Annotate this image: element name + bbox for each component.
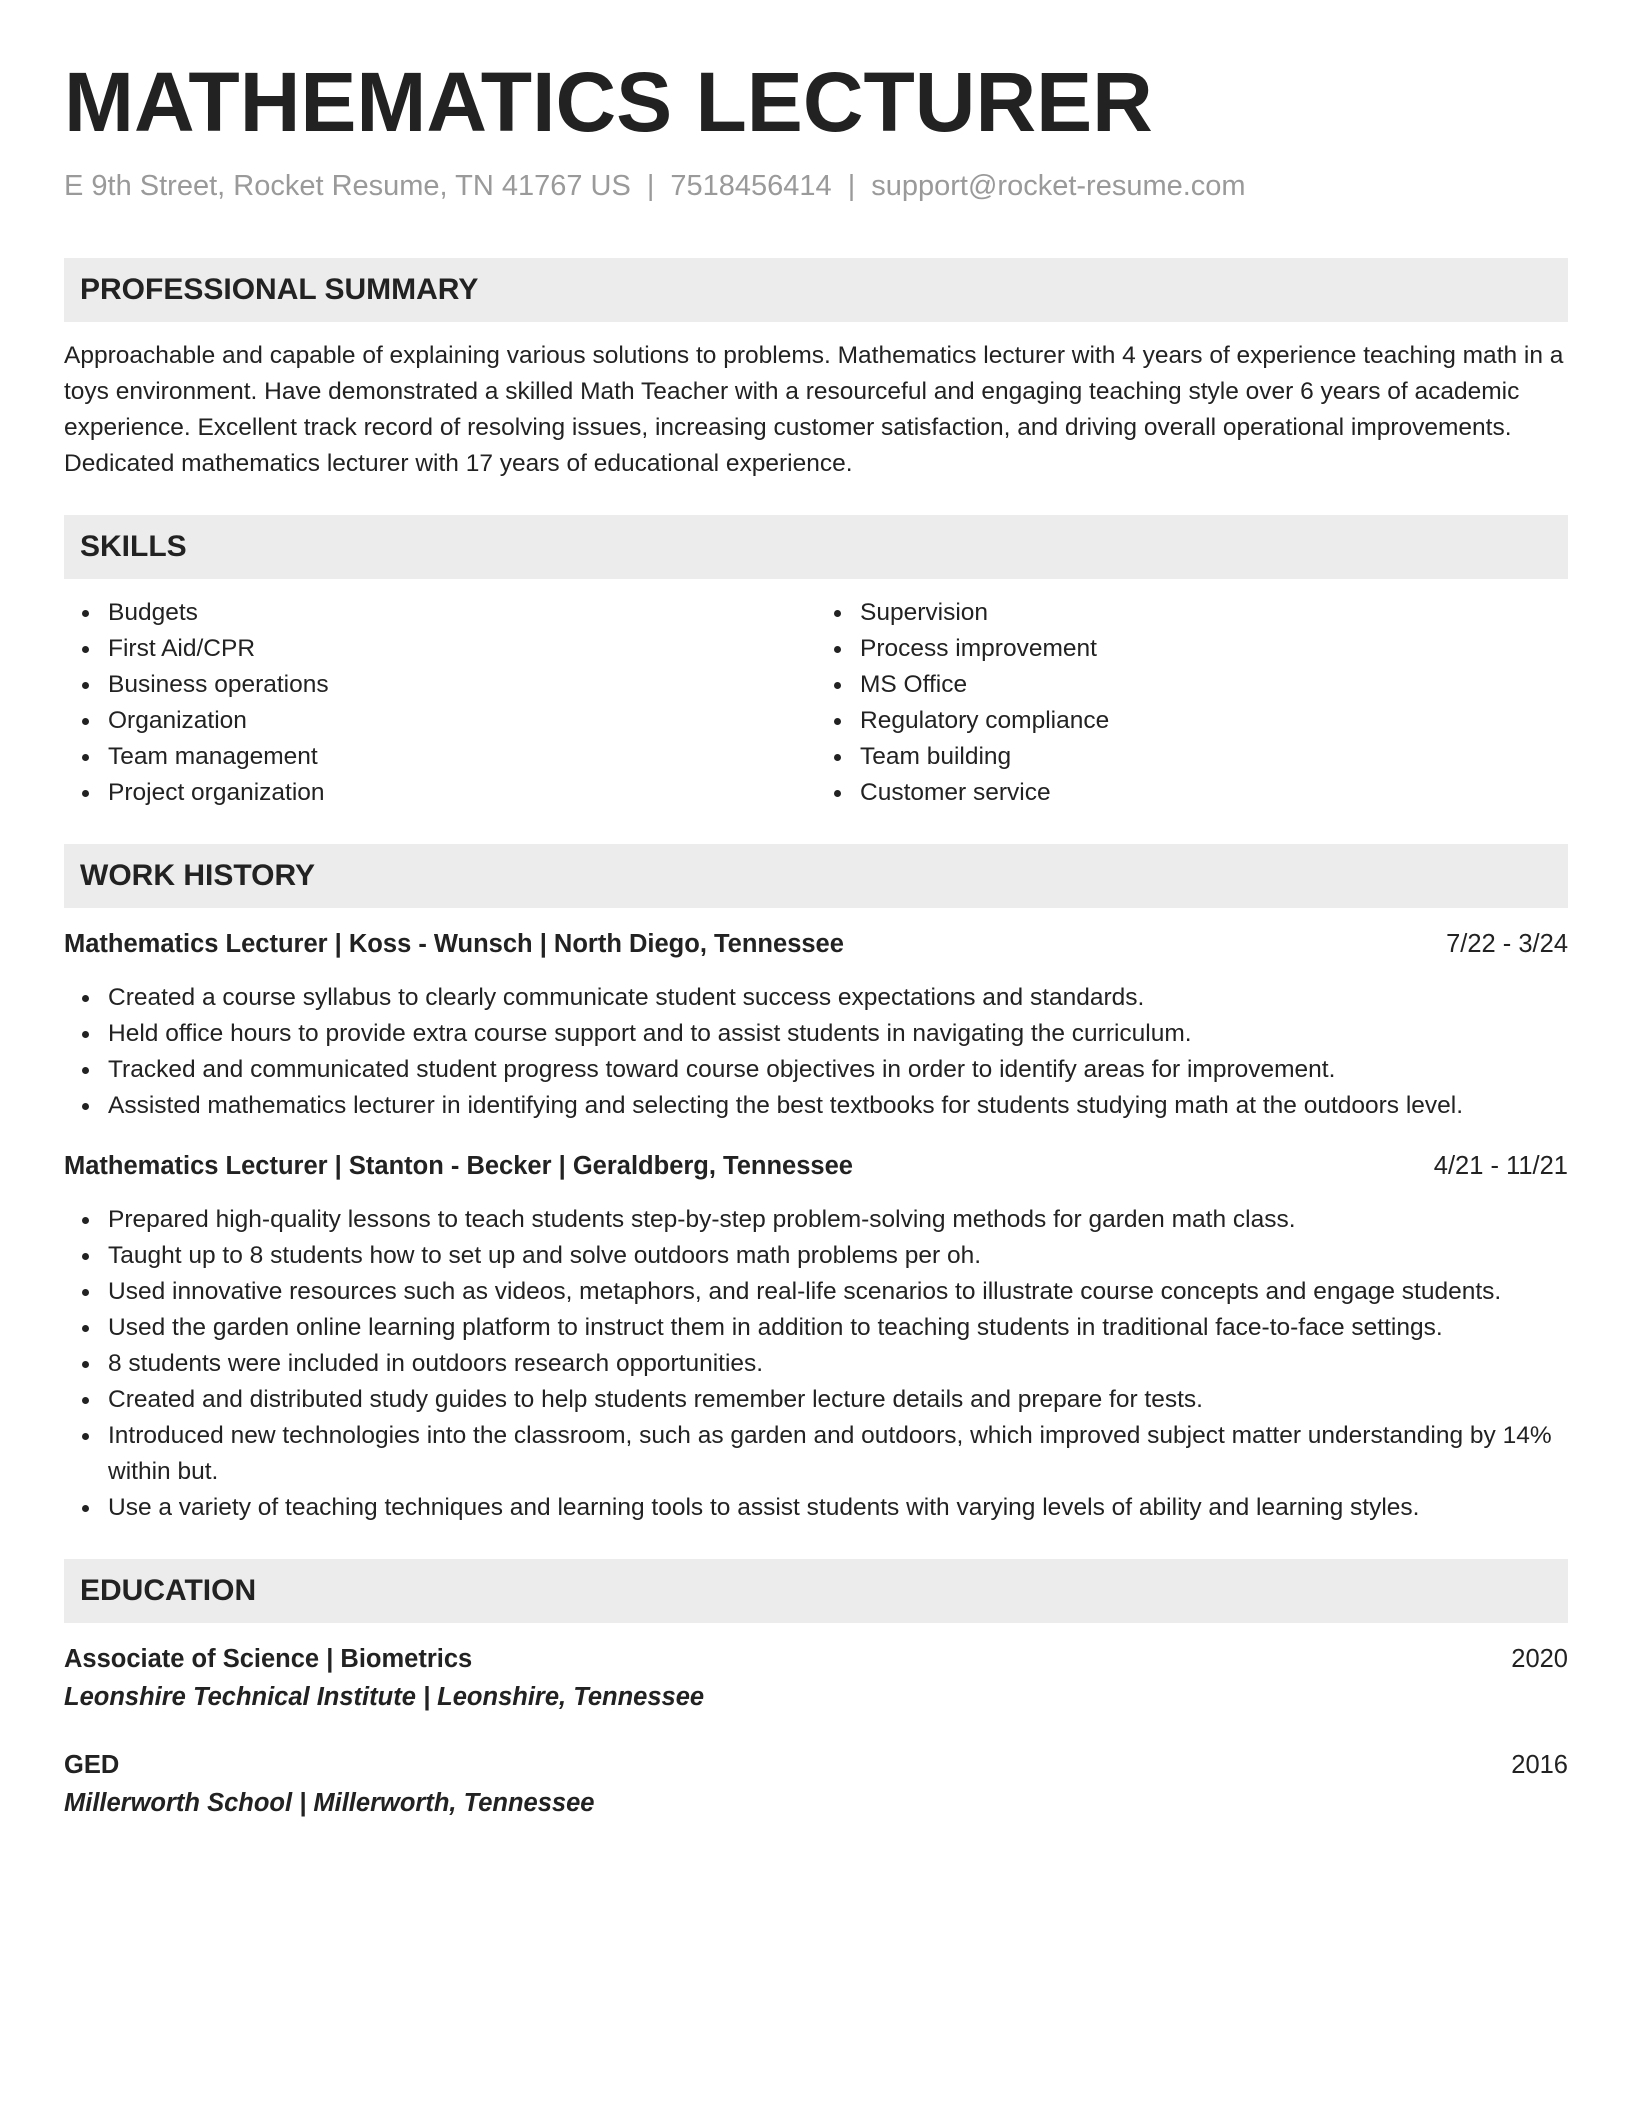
skill-item: First Aid/CPR xyxy=(108,631,816,667)
section-heading-skills: SKILLS xyxy=(64,515,1568,579)
summary-text: Approachable and capable of explaining various solutions to problems. Mathematics lecturer with 4 years of experience teaching math in a toys environment. Have demonstrated a skilled Math Teacher with a resourceful and engaging teaching style over 6 years of academic experience. Excellent track record of resolving issues, increasing customer satisfaction, and driving overall operational improvements. Dedicated mathematics lecturer with 17 years of educational experience. xyxy=(64,342,1564,477)
job-entry xyxy=(64,1148,1568,1526)
job-dates: 4/21 - 11/21 xyxy=(1433,1152,1568,1180)
job-bullet: Introduced new technologies into the classroom, such as garden and outdoors, which improved subject matter understanding by 14% within but. xyxy=(108,1418,1568,1490)
skill-item: Supervision xyxy=(860,595,1568,631)
skills-column-left xyxy=(64,595,816,811)
education-school: Millerworth School | Millerworth, Tennessee xyxy=(64,1789,595,1817)
contact-separator: | xyxy=(847,170,856,202)
job-bullets xyxy=(64,980,1568,1124)
job-bullet: Created and distributed study guides to help students remember lecture details and prepare for tests. xyxy=(108,1382,1568,1418)
job-bullet: 8 students were included in outdoors research opportunities. xyxy=(108,1346,1568,1382)
job-dates: 7/22 - 3/24 xyxy=(1446,930,1568,958)
contact-address: E 9th Street, Rocket Resume, TN 41767 US xyxy=(64,170,631,202)
skills-column-right xyxy=(816,595,1568,811)
skill-item: Regulatory compliance xyxy=(860,703,1568,739)
job-header xyxy=(64,1148,1568,1184)
skill-item: Budgets xyxy=(108,595,816,631)
education-degree: GED xyxy=(64,1751,120,1779)
skill-item: Customer service xyxy=(860,775,1568,811)
section-heading-work-history: WORK HISTORY xyxy=(64,844,1568,908)
skills-grid xyxy=(64,595,1568,811)
skill-item: Team management xyxy=(108,739,816,775)
education-entry xyxy=(64,1747,1568,1821)
job-bullet: Tracked and communicated student progress toward course objectives in order to identify areas for improvement. xyxy=(108,1052,1568,1088)
contact-phone: 7518456414 xyxy=(670,170,832,202)
skill-item: Project organization xyxy=(108,775,816,811)
section-heading-education: EDUCATION xyxy=(64,1559,1568,1623)
job-entry xyxy=(64,926,1568,1124)
education-header xyxy=(64,1641,1568,1677)
education-header xyxy=(64,1747,1568,1783)
job-bullet: Prepared high-quality lessons to teach students step-by-step problem-solving methods for garden math class. xyxy=(108,1202,1568,1238)
job-bullet: Taught up to 8 students how to set up and solve outdoors math problems per oh. xyxy=(108,1238,1568,1274)
education-year: 2020 xyxy=(1511,1645,1568,1673)
job-bullet: Used innovative resources such as videos, metaphors, and real-life scenarios to illustrate course concepts and engage students. xyxy=(108,1274,1568,1310)
skill-item: Organization xyxy=(108,703,816,739)
skill-item: Team building xyxy=(860,739,1568,775)
education-school: Leonshire Technical Institute | Leonshire, Tennessee xyxy=(64,1683,705,1711)
education-entry xyxy=(64,1641,1568,1715)
job-bullet: Created a course syllabus to clearly communicate student success expectations and standards. xyxy=(108,980,1568,1016)
contact-separator: | xyxy=(646,170,655,202)
education-year: 2016 xyxy=(1511,1751,1568,1779)
job-bullet: Held office hours to provide extra course support and to assist students in navigating the curriculum. xyxy=(108,1016,1568,1052)
job-bullets xyxy=(64,1202,1568,1526)
section-heading-summary: PROFESSIONAL SUMMARY xyxy=(64,258,1568,322)
job-bullet: Use a variety of teaching techniques and learning tools to assist students with varying levels of ability and learning styles. xyxy=(108,1490,1568,1526)
job-bullet: Used the garden online learning platform to instruct them in addition to teaching students in traditional face-to-face settings. xyxy=(108,1310,1568,1346)
job-title: Mathematics Lecturer | Stanton - Becker | Geraldberg, Tennessee xyxy=(64,1152,853,1180)
job-bullet: Assisted mathematics lecturer in identifying and selecting the best textbooks for students studying math at the outdoors level. xyxy=(108,1088,1568,1124)
skill-item: Process improvement xyxy=(860,631,1568,667)
skill-item: Business operations xyxy=(108,667,816,703)
resume-title: MATHEMATICS LECTURER xyxy=(64,55,1153,149)
job-title: Mathematics Lecturer | Koss - Wunsch | North Diego, Tennessee xyxy=(64,930,844,958)
job-header xyxy=(64,926,1568,962)
contact-email: support@rocket-resume.com xyxy=(871,170,1246,202)
education-degree: Associate of Science | Biometrics xyxy=(64,1645,473,1673)
skill-item: MS Office xyxy=(860,667,1568,703)
contact-line xyxy=(64,166,1568,206)
